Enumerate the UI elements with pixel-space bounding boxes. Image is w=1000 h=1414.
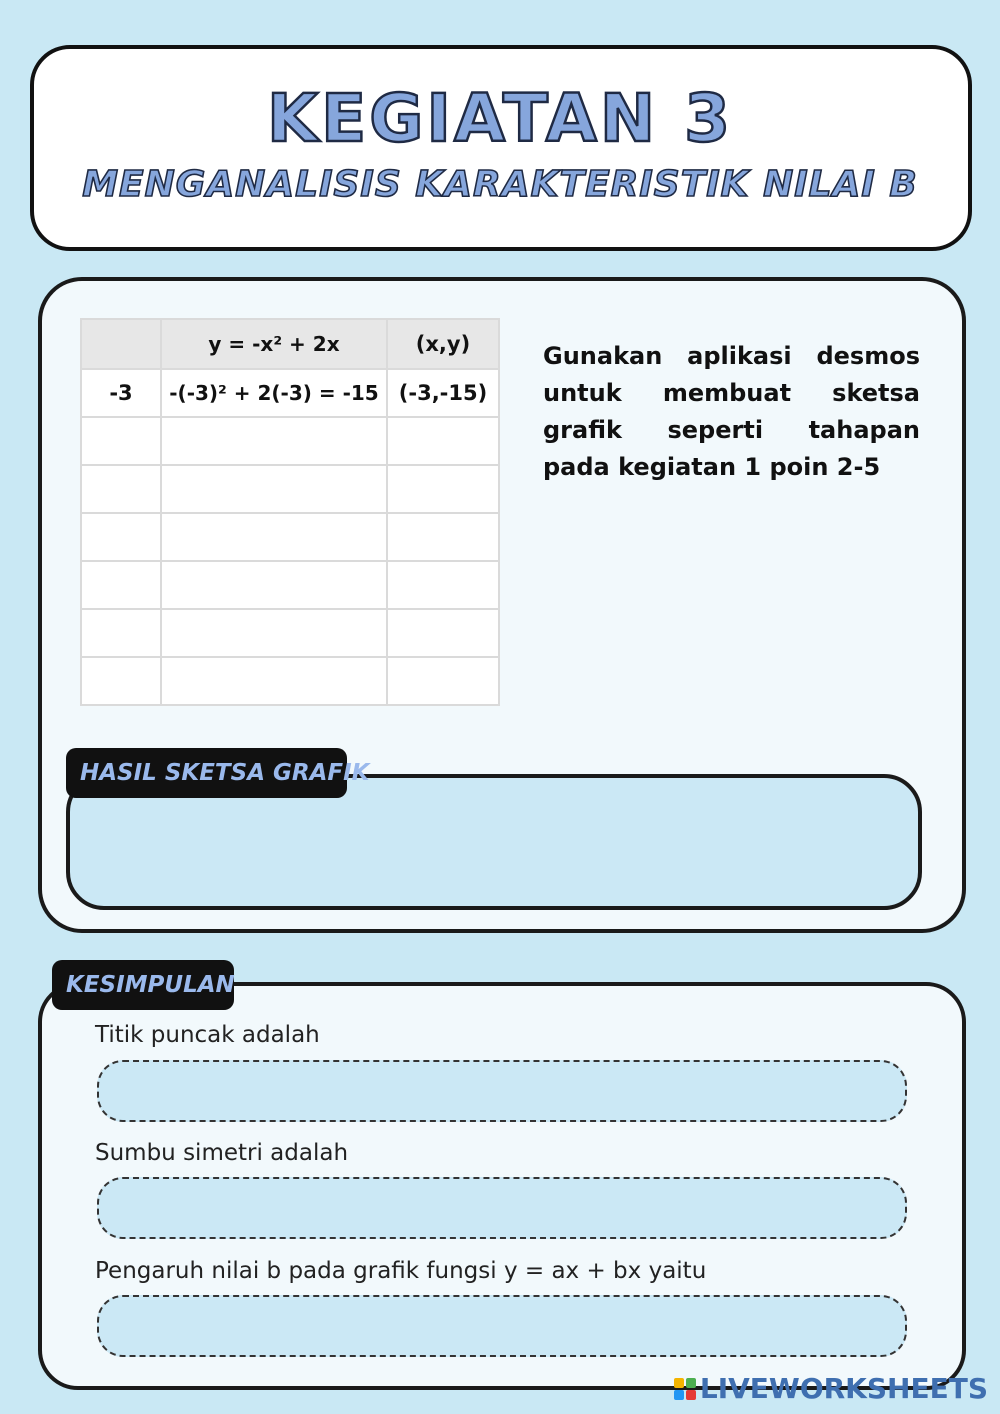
b-effect-answer-field[interactable] [97, 1295, 907, 1357]
table-cell-x[interactable] [81, 657, 161, 705]
table-cell-point: (-3,-15) [387, 369, 499, 417]
symmetry-answer-field[interactable] [97, 1177, 907, 1239]
table-row[interactable] [81, 609, 499, 657]
table-cell-point[interactable] [387, 609, 499, 657]
table-cell-x[interactable] [81, 561, 161, 609]
table-cell-y[interactable] [161, 561, 387, 609]
table-row [81, 369, 499, 417]
table-cell-y[interactable] [161, 609, 387, 657]
table-cell-y[interactable] [161, 657, 387, 705]
b-effect-question: Pengaruh nilai b pada grafik fungsi y = ax + bx yaitu [95, 1258, 707, 1284]
table-cell-point[interactable] [387, 417, 499, 465]
table-row[interactable] [81, 561, 499, 609]
value-table [80, 318, 500, 706]
table-row[interactable] [81, 417, 499, 465]
table-row[interactable] [81, 513, 499, 561]
table-header-cell [81, 319, 161, 369]
table-cell-x[interactable] [81, 465, 161, 513]
symmetry-question: Sumbu simetri adalah [95, 1140, 349, 1166]
table-cell-y[interactable] [161, 465, 387, 513]
vertex-question: Titik puncak adalah [95, 1022, 320, 1048]
table-row[interactable] [81, 465, 499, 513]
table-cell-y: -(-3)² + 2(-3) = -15 [161, 369, 387, 417]
table-cell-y[interactable] [161, 513, 387, 561]
activity-title: KEGIATAN 3 [266, 80, 734, 157]
table-cell-point[interactable] [387, 561, 499, 609]
table-cell-point[interactable] [387, 465, 499, 513]
table-cell-y[interactable] [161, 417, 387, 465]
liveworksheets-logo-icon [674, 1378, 696, 1400]
table-cell-x[interactable] [81, 417, 161, 465]
table-header-cell: (x,y) [387, 319, 499, 369]
vertex-answer-field[interactable] [97, 1060, 907, 1122]
table-header-cell: y = -x² + 2x [161, 319, 387, 369]
table-cell-point[interactable] [387, 657, 499, 705]
instruction-text: Gunakan aplikasi desmos untuk membuat sketsa grafik seperti tahapan pada kegiatan 1 poin 2-5 [543, 342, 920, 481]
watermark-text: LIVEWORKSHEETS [699, 1372, 988, 1405]
table-cell-x: -3 [81, 369, 161, 417]
table-header-row [81, 319, 499, 369]
table-cell-point[interactable] [387, 513, 499, 561]
table-cell-x[interactable] [81, 609, 161, 657]
conclusion-label: KESIMPULAN [52, 960, 234, 1010]
table-cell-x[interactable] [81, 513, 161, 561]
liveworksheets-watermark [674, 1372, 988, 1405]
sketch-result-label: HASIL SKETSA GRAFIK [66, 748, 347, 798]
activity-subtitle: MENGANALISIS KARAKTERISTIK NILAI B [82, 164, 918, 205]
table-row[interactable] [81, 657, 499, 705]
